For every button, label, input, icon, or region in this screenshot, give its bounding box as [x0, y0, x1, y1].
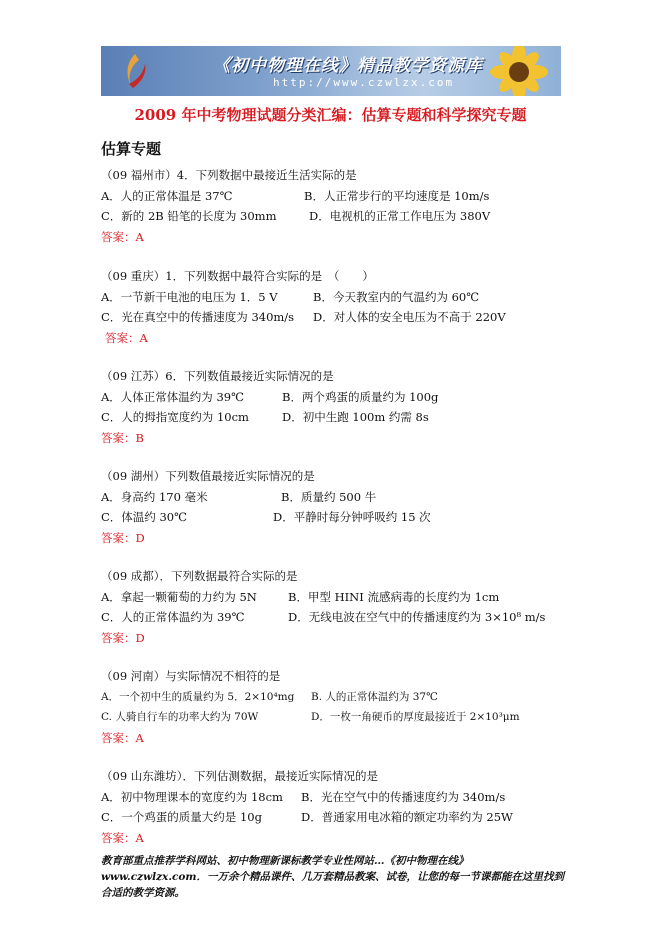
answer-value: A	[135, 229, 144, 244]
question-stem: （09 福州市）4．下列数据中最接近生活实际的是	[101, 168, 357, 182]
answer-label: 答案：	[101, 430, 136, 445]
option-row	[101, 287, 571, 308]
option-row	[101, 787, 571, 808]
option-d: D．电视机的正常工作电压为 380V	[309, 209, 491, 223]
option-b: B．光在空气中的传播速度约为 340m/s	[301, 789, 506, 804]
question-stem: （09 重庆）1．下列数据中最符合实际的是 （ ）	[101, 269, 374, 283]
answer-label: 答案：	[101, 630, 136, 645]
question-block	[101, 766, 571, 848]
option-row	[101, 307, 571, 328]
option-b: B．两个鸡蛋的质量约为 100g	[282, 389, 439, 404]
footer-text: 教育部重点推荐学科网站、初中物理新课标教学专业性网站…《初中物理在线》www.czwlzx.com．一万余个精品课件、几万套精品教案、试卷，让您的每一节课都能在这里找到合适的教学资源。	[101, 855, 564, 899]
option-a: A．人体正常体温约为 39℃	[101, 389, 244, 404]
option-row	[101, 186, 571, 207]
option-d: D．平静时每分钟呼吸约 15 次	[273, 510, 431, 524]
option-row	[101, 587, 571, 608]
sunflower-icon	[479, 46, 559, 96]
question-stem: （09 湖州）下列数值最接近实际情况的是	[101, 469, 315, 483]
document-title: 2009 年中考物理试题分类汇编：估算专题和科学探究专题	[134, 106, 527, 124]
answer-line	[101, 428, 571, 449]
question-block	[101, 366, 571, 448]
answer-value: A	[139, 330, 148, 345]
option-c: C．光在真空中的传播速度为 340m/s	[101, 310, 295, 324]
banner-url[interactable]: http://www.czwlzx.com	[273, 76, 455, 89]
option-b: B．质量约 500 牛	[281, 489, 377, 504]
option-a: A．身高约 170 毫米	[101, 489, 208, 504]
option-d: D．无线电波在空气中的传播速度约为 3×10⁸ m/s	[288, 610, 546, 624]
option-row	[101, 206, 571, 227]
option-a: A．一节新干电池的电压为 1．5 V	[101, 289, 278, 304]
option-row	[101, 387, 571, 408]
option-b: B．今天教室内的气温约为 60℃	[313, 289, 480, 304]
question-block	[101, 466, 571, 548]
question-block	[101, 266, 571, 348]
answer-label: 答案：	[101, 229, 136, 244]
answer-value: D	[135, 530, 145, 545]
section-title: 估算专题	[101, 140, 162, 158]
option-c: C．人的拇指宽度约为 10cm	[101, 410, 249, 424]
header-banner	[101, 46, 561, 96]
answer-label: 答案：	[101, 530, 136, 545]
option-row	[101, 687, 571, 708]
answer-line	[101, 828, 571, 849]
option-a: A．一个初中生的质量约为 5．2×10⁴mg	[101, 690, 295, 703]
question-stem: （09 河南）与实际情况不相符的是	[101, 669, 281, 683]
question-block	[101, 666, 571, 748]
answer-line	[101, 227, 571, 248]
option-row	[101, 707, 571, 728]
question-block	[101, 566, 571, 648]
option-b: B. 人的正常体温约为 37℃	[311, 690, 438, 703]
option-d: D．一枚一角硬币的厚度最接近于 2×10³μm	[311, 711, 520, 723]
option-a: A．人的正常体温是 37℃	[101, 188, 233, 203]
answer-line	[101, 728, 571, 749]
answer-line	[101, 528, 571, 549]
option-c: C. 人骑自行车的功率大约为 70W	[101, 711, 259, 723]
banner-title: 《初中物理在线》精品教学资源库	[213, 56, 483, 76]
option-b: B．甲型 HINI 流感病毒的长度约为 1cm	[288, 589, 500, 604]
answer-line	[101, 628, 571, 649]
answer-value: A	[135, 730, 144, 745]
answer-line	[101, 328, 571, 349]
option-row	[101, 607, 571, 628]
option-d: D．初中生跑 100m 约需 8s	[282, 410, 429, 424]
question-stem: （09 成都）．下列数据最符合实际的是	[101, 569, 298, 583]
option-a: A．初中物理课本的宽度约为 18cm	[101, 789, 283, 804]
option-c: C．人的正常体温约为 39℃	[101, 610, 245, 624]
option-row	[101, 407, 571, 428]
option-b: B．人正常步行的平均速度是 10m/s	[304, 188, 490, 203]
question-block	[101, 165, 571, 247]
answer-label: 答案：	[101, 730, 136, 745]
question-stem: （09 山东潍坊）．下列估测数据，最接近实际情况的是	[101, 769, 379, 783]
answer-value: A	[135, 830, 144, 845]
answer-value: B	[135, 430, 144, 445]
option-c: C．一个鸡蛋的质量大约是 10g	[101, 810, 262, 824]
option-row	[101, 807, 571, 828]
option-row	[101, 487, 571, 508]
answer-label: 答案：	[105, 330, 140, 345]
option-d: D．普通家用电冰箱的额定功率约为 25W	[301, 810, 513, 824]
option-d: D．对人体的安全电压为不高于 220V	[313, 310, 506, 324]
option-c: C．新的 2B 铅笔的长度为 30mm	[101, 209, 277, 223]
logo-icon	[119, 52, 149, 90]
option-a: A．拿起一颗葡萄的力约为 5N	[101, 589, 257, 604]
option-row	[101, 507, 571, 528]
option-c: C．体温约 30℃	[101, 510, 187, 524]
answer-label: 答案：	[101, 830, 136, 845]
answer-value: D	[135, 630, 145, 645]
question-stem: （09 江苏）6．下列数值最接近实际情况的是	[101, 369, 334, 383]
